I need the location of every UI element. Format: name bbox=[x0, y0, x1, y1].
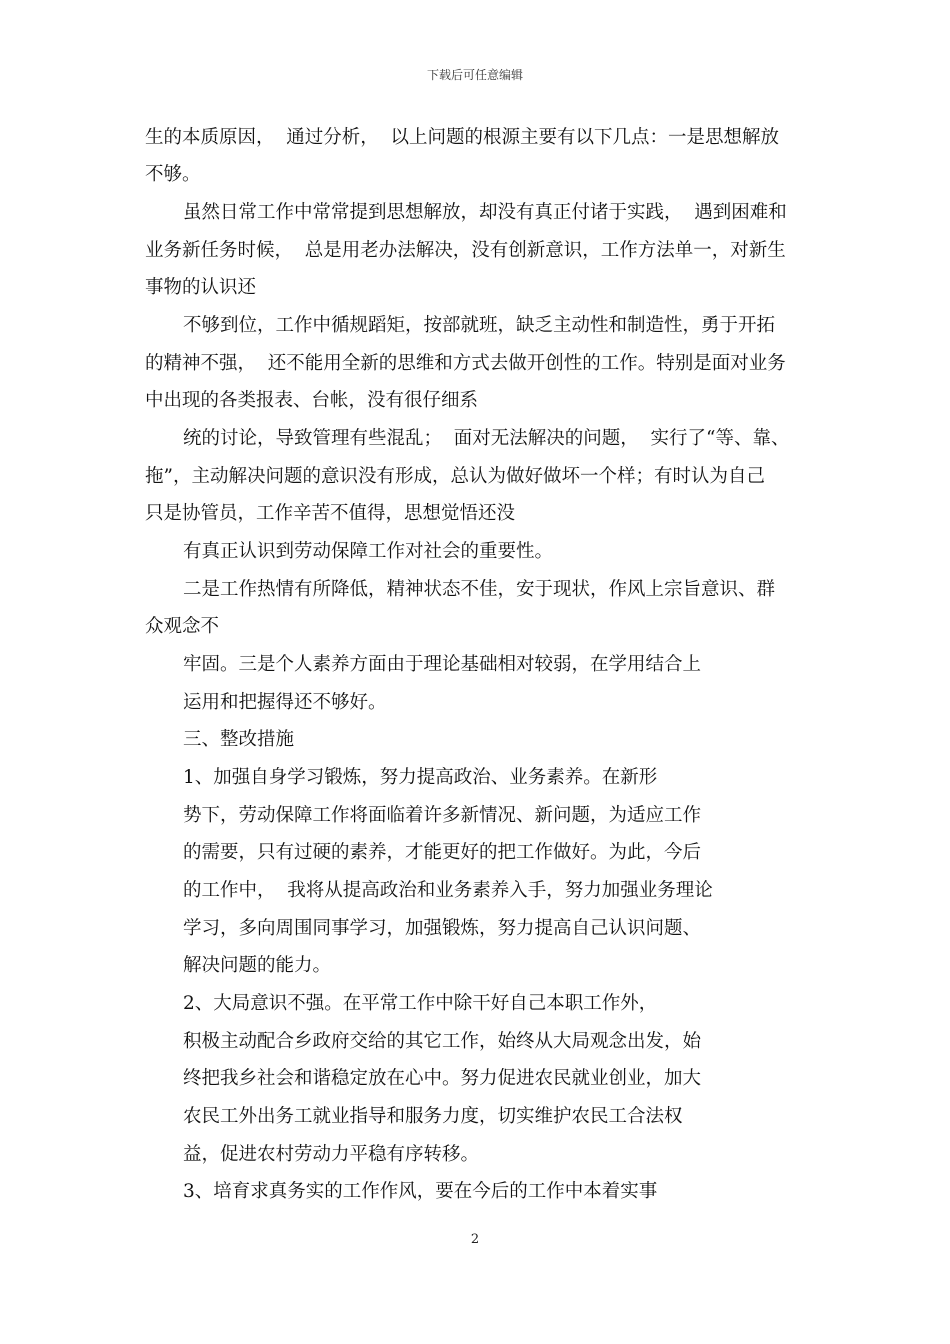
text-line: 农民工外出务工就业指导和服务力度，切实维护农民工合法权 bbox=[183, 1106, 683, 1127]
text-line: 众观念不 bbox=[145, 616, 220, 637]
text-line: 的工作中， 我将从提高政治和业务素养入手，努力加强业务理论 bbox=[183, 880, 713, 901]
page-number: 2 bbox=[470, 1232, 480, 1247]
text-line: 虽然日常工作中常常提到思想解放，却没有真正付诸于实践， 遇到困难和 bbox=[183, 202, 787, 223]
text-line: 不够。 bbox=[145, 164, 201, 185]
text-line: 1、加强自身学习锻炼，努力提高政治、业务素养。在新形 bbox=[183, 767, 658, 788]
text-line: 积极主动配合乡政府交给的其它工作，始终从大局观念出发，始 bbox=[183, 1031, 702, 1052]
text-line: 统的讨论，导致管理有些混乱； 面对无法解决的问题， 实行了“等、靠、 bbox=[183, 428, 790, 449]
text-line: 学习，多向周围同事学习，加强锻炼，努力提高自己认识问题、 bbox=[183, 918, 702, 939]
section-heading: 三、整改措施 bbox=[183, 729, 295, 750]
text-line: 益，促进农村劳动力平稳有序转移。 bbox=[183, 1144, 480, 1165]
text-line: 势下，劳动保障工作将面临着许多新情况、新问题，为适应工作 bbox=[183, 805, 702, 826]
text-line: 解决问题的能力。 bbox=[183, 955, 332, 976]
text-line: 2、大局意识不强。在平常工作中除干好自己本职工作外， bbox=[183, 993, 658, 1014]
text-line: 的精神不强， 还不能用全新的思维和方式去做开创性的工作。特别是面对业务 bbox=[145, 353, 786, 374]
text-line: 拖”，主动解决问题的意识没有形成，总认为做好做坏一个样；有时认为自己 bbox=[145, 466, 765, 487]
text-line: 二是工作热情有所降低，精神状态不佳，安于现状，作风上宗旨意识、群 bbox=[183, 579, 776, 600]
text-line: 只是协管员，工作辛苦不值得，思想觉悟还没 bbox=[145, 503, 516, 524]
text-line: 事物的认识还 bbox=[145, 277, 257, 298]
text-line: 中出现的各类报表、台帐，没有很仔细系 bbox=[145, 390, 479, 411]
text-line: 的需要，只有过硬的素养，才能更好的把工作做好。为此，今后 bbox=[183, 842, 702, 863]
text-line: 牢固。三是个人素养方面由于理论基础相对较弱，在学用结合上 bbox=[183, 654, 702, 675]
text-line: 运用和把握得还不够好。 bbox=[183, 692, 387, 713]
text-line: 有真正认识到劳动保障工作对社会的重要性。 bbox=[183, 541, 554, 562]
page-header: 下载后可任意编辑 bbox=[426, 68, 523, 82]
text-line: 不够到位，工作中循规蹈矩，按部就班，缺乏主动性和制造性，勇于开拓 bbox=[183, 315, 776, 336]
text-line: 终把我乡社会和谐稳定放在心中。努力促进农民就业创业，加大 bbox=[183, 1068, 702, 1089]
text-line: 生的本质原因， 通过分析， 以上问题的根源主要有以下几点：一是思想解放 bbox=[145, 127, 780, 148]
text-line: 3、培育求真务实的工作作风，要在今后的工作中本着实事 bbox=[183, 1181, 658, 1202]
text-line: 业务新任务时候， 总是用老办法解决，没有创新意识，工作方法单一，对新生 bbox=[145, 240, 786, 261]
